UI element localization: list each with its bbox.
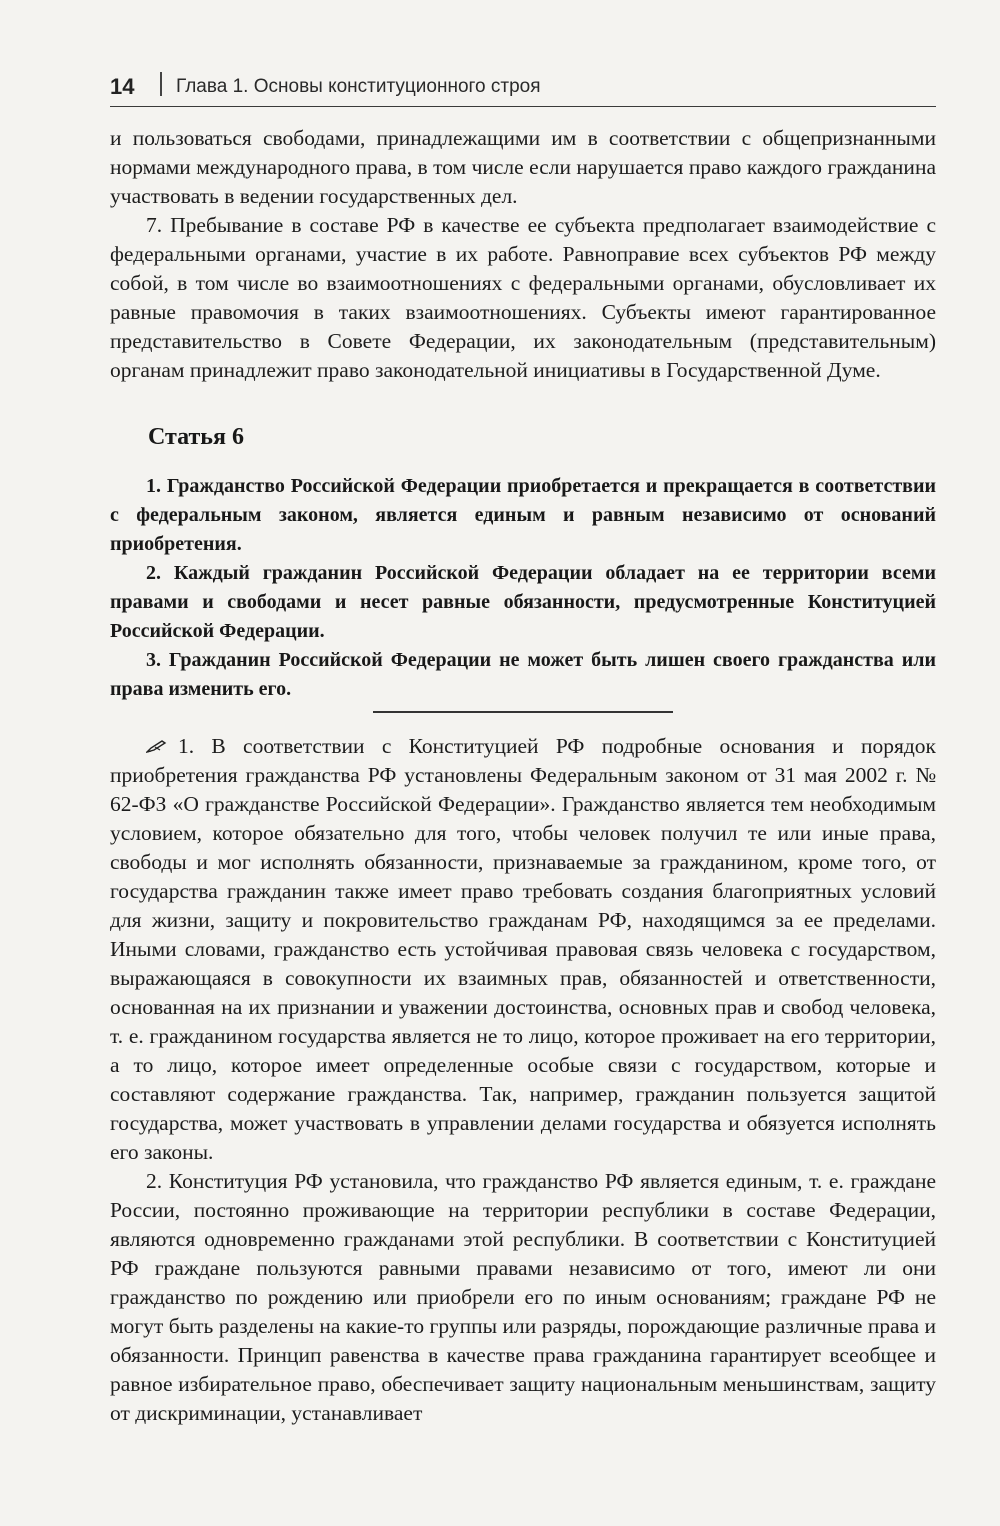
continuation-paragraph: и пользоваться свободами, принадлежащими им в соответствии с общепризнанными нормами международного права, в том числе если нарушается право каждого гражданина участвовать в ведении государственных дел. xyxy=(110,126,936,208)
commentary-item-1-text: 1. В соответствии с Конституцией РФ подробные основания и порядок приобретения гражданства РФ установлены Федеральным законом от 31 мая 2002 г. № 62-ФЗ «О гражданстве Российской Федерации». Гражданство является тем необходимым условием, которое обязательно для того, чтобы человек получил те или иные права, свободы и мог исполнять обязанности, признаваемые за гражданином, кроме того, от государства гражданин также имеет право требовать создания благоприятных условий для жизни, защиту и покровительство гражданам РФ, находящимся за ее пределами. Иными словами, гражданство есть устойчивая правовая связь человека с государством, выражающаяся в совокупности их взаимных прав, обязанностей и ответственности, основанная на их признании и уважении достоинства, основных прав и свобод человека, т. е. гражданином государства является не то лицо, которое проживает на его территории, а то лицо, которое имеет определенные особые связи с государством, которые и составляют содержание гражданства. Так, например, гражданин пользуется защитой государства, может участвовать в управлении делами государства и обязуется исполнять его законы. xyxy=(110,734,936,1164)
pen-icon xyxy=(146,738,168,754)
running-header xyxy=(110,66,936,107)
article-title: Статья 6 xyxy=(148,424,244,450)
commentary-item-1 xyxy=(110,732,936,1167)
article-item-3: 3. Гражданин Российской Федерации не может быть лишен своего гражданства или права изменить его. xyxy=(110,649,936,700)
commentary-item-7: 7. Пребывание в составе РФ в качестве ее субъекта предполагает взаимодействие с федеральными органами, участие в их работе. Равноправие всех субъектов РФ между собой, в том числе во взаимоотношениях с федеральными органами, обусловливает их равные правомочия в таких взаимоотношениях. Субъекты имеют гарантированное представительство в Совете Федерации, их законодательным (представительным) органам принадлежит право законодательной инициативы в Государственной Думе. xyxy=(110,213,936,382)
page-number: 14 xyxy=(110,74,135,99)
section-divider xyxy=(373,711,673,713)
article-item-1: 1. Гражданство Российской Федерации приобретается и прекращается в соответствии с федеральным законом, является единым и равным независимо от оснований приобретения. xyxy=(110,475,936,555)
continuation-text xyxy=(110,124,936,385)
commentary-item-2: 2. Конституция РФ установила, что гражданство РФ является единым, т. е. граждане России, постоянно проживающие на территории республики в составе Федерации, являются одновременно гражданами этой республики. В соответствии с Конституцией РФ граждане пользуются равными правами независимо от того, имеют ли они гражданство по рождению или приобрели его по иным основаниям; граждане РФ не могут быть разделены на какие-то группы или разряды, порождающие различные права и обязанности. Принцип равенства в качестве права гражданина гарантирует всеобщее и равное избирательное право, обеспечивает защиту национальным меньшинствам, защиту от дискриминации, устанавливает xyxy=(110,1169,936,1425)
commentary-text xyxy=(110,732,936,1428)
header-separator xyxy=(160,72,162,96)
article-item-2: 2. Каждый гражданин Российской Федерации обладает на ее территории всеми правами и свободами и несет равные обязанности, предусмотренные Конституцией Российской Федерации. xyxy=(110,562,936,642)
chapter-title: Глава 1. Основы конституционного строя xyxy=(176,76,541,97)
article-text xyxy=(110,472,936,704)
